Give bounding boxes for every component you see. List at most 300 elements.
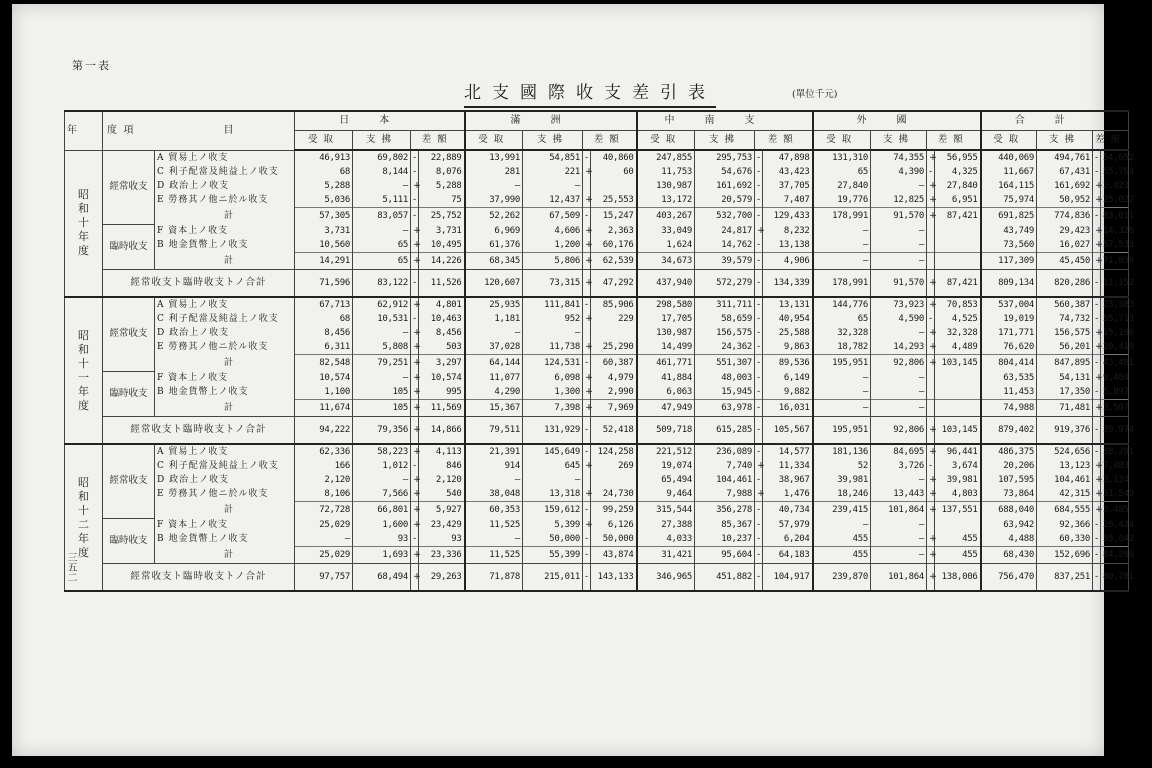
paid-cell: 83,122 xyxy=(353,270,411,298)
sign-cell: - xyxy=(583,532,591,547)
received-cell: 178,991 xyxy=(813,270,871,298)
sign-cell: + xyxy=(583,371,591,385)
balance-cell: 143,133 xyxy=(591,564,637,592)
received-cell: 25,029 xyxy=(295,547,353,564)
paid-cell: 58,659 xyxy=(695,312,755,326)
received-cell: 17,705 xyxy=(637,312,695,326)
paid-cell: — xyxy=(871,326,927,340)
sign-cell: + xyxy=(1093,224,1101,238)
sign-cell: + xyxy=(1093,253,1101,270)
paid-cell: 311,711 xyxy=(695,297,755,312)
paid-cell: — xyxy=(353,224,411,238)
group-label: 臨時收支 xyxy=(103,518,155,564)
paid-cell: 774,836 xyxy=(1037,208,1093,225)
item-label: 計 xyxy=(155,355,295,372)
paid-cell: 356,278 xyxy=(695,502,755,519)
paid-cell: 645 xyxy=(523,459,583,473)
sign-cell: + xyxy=(411,179,419,193)
received-cell: 8,106 xyxy=(295,487,353,502)
balance-cell: 84,266 xyxy=(1101,547,1129,564)
paid-cell: 4,590 xyxy=(871,312,927,326)
paid-cell: 12,825 xyxy=(871,193,927,208)
sign-cell xyxy=(927,224,935,238)
received-cell: — xyxy=(295,532,353,547)
sign-cell: - xyxy=(755,179,763,193)
sign-cell: + xyxy=(411,340,419,355)
balance-cell: 23,336 xyxy=(419,547,465,564)
balance-cell: 39,974 xyxy=(1101,417,1129,445)
paid-cell: 159,612 xyxy=(523,502,583,519)
received-cell: 756,470 xyxy=(981,564,1037,592)
balance-cell: 995 xyxy=(419,385,465,400)
received-cell: 6,063 xyxy=(637,385,695,400)
table-row xyxy=(65,179,1129,193)
header-region: 滿洲 xyxy=(465,111,637,131)
sign-cell: - xyxy=(1093,547,1101,564)
paid-cell: — xyxy=(871,253,927,270)
received-cell: 47,949 xyxy=(637,400,695,417)
table-row xyxy=(65,400,1129,417)
balance-cell: 60,387 xyxy=(591,355,637,372)
received-cell: 34,673 xyxy=(637,253,695,270)
item-label: E 勞務其ノ他ニ於ル收支 xyxy=(155,340,295,355)
received-cell: 130,987 xyxy=(637,179,695,193)
balance-cell: 14,226 xyxy=(419,253,465,270)
sign-cell: - xyxy=(755,518,763,532)
received-cell: 82,548 xyxy=(295,355,353,372)
balance-cell: 8,456 xyxy=(419,326,465,340)
received-cell: 688,040 xyxy=(981,502,1037,519)
sign-cell: - xyxy=(755,165,763,179)
sign-cell: + xyxy=(583,238,591,253)
sign-cell: + xyxy=(583,193,591,208)
item-label: B 地金貨幣上ノ收支 xyxy=(155,385,295,400)
received-cell: 879,402 xyxy=(981,417,1037,445)
balance-cell: 29,263 xyxy=(419,564,465,592)
paid-cell: 93 xyxy=(353,532,411,547)
received-cell: 19,776 xyxy=(813,193,871,208)
paid-cell: 65 xyxy=(353,253,411,270)
paid-cell: 42,315 xyxy=(1037,487,1093,502)
received-cell: — xyxy=(465,326,523,340)
paid-cell: 91,570 xyxy=(871,208,927,225)
received-cell: — xyxy=(813,238,871,253)
balance-cell: 8,232 xyxy=(763,224,813,238)
received-cell: 73,560 xyxy=(981,238,1037,253)
balance-cell: 20,419 xyxy=(1101,340,1129,355)
paid-cell: — xyxy=(353,371,411,385)
sign-cell: - xyxy=(755,564,763,592)
balance-cell: 2,423 xyxy=(1101,179,1129,193)
header-subcol: 支拂 xyxy=(871,131,927,151)
sign-cell: - xyxy=(1093,518,1101,532)
unit-note: (單位千元) xyxy=(792,89,838,100)
paid-cell: 101,864 xyxy=(871,502,927,519)
balance-cell: 13,131 xyxy=(763,297,813,312)
paid-cell: 7,566 xyxy=(353,487,411,502)
balance-cell: 54,692 xyxy=(1101,150,1129,165)
balance-cell: 103,145 xyxy=(935,355,981,372)
balance-cell: 40,860 xyxy=(591,150,637,165)
sign-cell: - xyxy=(755,502,763,519)
balance-cell: 93 xyxy=(419,532,465,547)
sign-cell: - xyxy=(755,385,763,400)
received-cell: 117,309 xyxy=(981,253,1037,270)
received-cell: — xyxy=(813,224,871,238)
header-subcol: 支拂 xyxy=(695,131,755,151)
header-item: 項 目 xyxy=(103,111,295,150)
balance-cell: 4,525 xyxy=(935,312,981,326)
paid-cell: 560,387 xyxy=(1037,297,1093,312)
paid-cell: 45,450 xyxy=(1037,253,1093,270)
received-cell: 68 xyxy=(295,312,353,326)
table-row xyxy=(65,547,1129,564)
received-cell: 1,100 xyxy=(295,385,353,400)
sign-cell: + xyxy=(411,564,419,592)
balance-cell: 38,967 xyxy=(763,473,813,487)
paid-cell: 54,131 xyxy=(1037,371,1093,385)
table-label: 第一表 xyxy=(72,59,111,72)
balance-cell xyxy=(935,371,981,385)
sign-cell: + xyxy=(927,340,935,355)
received-cell: 65,494 xyxy=(637,473,695,487)
paid-cell: 145,649 xyxy=(523,444,583,459)
received-cell: 281 xyxy=(465,165,523,179)
balance-cell: 455 xyxy=(935,532,981,547)
sign-cell: + xyxy=(755,224,763,238)
paid-cell: 74,732 xyxy=(1037,312,1093,326)
total-row xyxy=(65,270,1129,298)
paid-cell: 161,692 xyxy=(1037,179,1093,193)
received-cell: 486,375 xyxy=(981,444,1037,459)
paid-cell: 14,293 xyxy=(871,340,927,355)
balance-cell: 87,421 xyxy=(935,208,981,225)
sign-cell: - xyxy=(583,208,591,225)
table-row xyxy=(65,355,1129,372)
table-row xyxy=(65,473,1129,487)
received-cell: 455 xyxy=(813,547,871,564)
balance-cell: 55,842 xyxy=(1101,532,1129,547)
paid-cell: 7,988 xyxy=(695,487,755,502)
received-cell: 120,607 xyxy=(465,270,523,298)
group-label: 臨時收支 xyxy=(103,371,155,417)
paid-cell: 4,390 xyxy=(871,165,927,179)
sign-cell: + xyxy=(411,518,419,532)
balance-cell: 5,927 xyxy=(419,502,465,519)
balance-cell xyxy=(591,473,637,487)
paid-cell: 73,315 xyxy=(523,270,583,298)
received-cell: 64,144 xyxy=(465,355,523,372)
paid-cell: 17,350 xyxy=(1037,385,1093,400)
sign-cell: - xyxy=(755,253,763,270)
table-row xyxy=(65,326,1129,340)
header-subcol: 受取 xyxy=(981,131,1037,151)
balance-cell: 47,292 xyxy=(591,270,637,298)
paid-cell: 5,808 xyxy=(353,340,411,355)
sign-cell: + xyxy=(411,297,419,312)
received-cell: 67,713 xyxy=(295,297,353,312)
received-cell: 37,990 xyxy=(465,193,523,208)
paid-cell: 161,692 xyxy=(695,179,755,193)
paid-cell: 152,696 xyxy=(1037,547,1093,564)
paid-cell: 24,362 xyxy=(695,340,755,355)
balance-cell xyxy=(591,179,637,193)
paid-cell: 131,929 xyxy=(523,417,583,445)
page-title: 北支國際收支差引表 xyxy=(464,78,716,108)
balance-cell: 137,551 xyxy=(935,502,981,519)
balance-cell: 60 xyxy=(591,165,637,179)
received-cell: 32,328 xyxy=(813,326,871,340)
received-cell: — xyxy=(813,400,871,417)
item-label: E 勞務其ノ他ニ於ル收支 xyxy=(155,193,295,208)
paid-cell: 7,740 xyxy=(695,459,755,473)
paid-cell: 54,851 xyxy=(523,150,583,165)
sign-cell: - xyxy=(755,532,763,547)
received-cell: 455 xyxy=(813,532,871,547)
received-cell: 144,776 xyxy=(813,297,871,312)
balance-cell: 4,489 xyxy=(935,340,981,355)
sign-cell: - xyxy=(411,165,419,179)
sign-cell: + xyxy=(755,459,763,473)
group-label: 經常收支 xyxy=(103,297,155,371)
paid-cell: 79,356 xyxy=(353,417,411,445)
balance-cell: 134,339 xyxy=(763,270,813,298)
received-cell: 13,991 xyxy=(465,150,523,165)
balance-cell: 5,897 xyxy=(1101,385,1129,400)
balance-cell: 52,418 xyxy=(591,417,637,445)
sign-cell: + xyxy=(411,417,419,445)
received-cell: 461,771 xyxy=(637,355,695,372)
balance-cell: 11,569 xyxy=(419,400,465,417)
received-cell: 11,674 xyxy=(295,400,353,417)
balance-cell: 56,955 xyxy=(935,150,981,165)
sign-cell: - xyxy=(1093,417,1101,445)
balance-cell: 2,120 xyxy=(419,473,465,487)
balance-cell: 24,730 xyxy=(591,487,637,502)
received-cell: 298,580 xyxy=(637,297,695,312)
received-cell: 809,134 xyxy=(981,270,1037,298)
received-cell: 5,036 xyxy=(295,193,353,208)
balance-cell: 6,951 xyxy=(935,193,981,208)
paid-cell: 58,223 xyxy=(353,444,411,459)
year-label: 昭 和 十 二 年 度 xyxy=(65,444,103,591)
paid-cell: 91,570 xyxy=(871,270,927,298)
sign-cell: + xyxy=(583,340,591,355)
paid-cell: 156,575 xyxy=(695,326,755,340)
total-label: 經常收支ト臨時收支トノ合計 xyxy=(103,564,295,592)
paid-cell: 92,806 xyxy=(871,417,927,445)
sign-cell: + xyxy=(411,502,419,519)
sign-cell: - xyxy=(755,444,763,459)
sign-cell: - xyxy=(411,193,419,208)
sign-cell: + xyxy=(927,355,935,372)
balance-cell: 75 xyxy=(419,193,465,208)
received-cell: 2,120 xyxy=(295,473,353,487)
balance-cell: 14,326 xyxy=(1101,224,1129,238)
balance-cell: 25,752 xyxy=(419,208,465,225)
paid-cell: — xyxy=(523,326,583,340)
balance-cell: 39,981 xyxy=(935,473,981,487)
received-cell: 181,136 xyxy=(813,444,871,459)
received-cell: — xyxy=(465,179,523,193)
sign-cell: - xyxy=(755,270,763,298)
paid-cell: 69,802 xyxy=(353,150,411,165)
table-row xyxy=(65,253,1129,270)
balance-cell: 9,863 xyxy=(763,340,813,355)
balance-cell: 6,204 xyxy=(763,532,813,547)
received-cell: 691,825 xyxy=(981,208,1037,225)
item-label: D 政治上ノ收支 xyxy=(155,179,295,193)
sign-cell: - xyxy=(755,473,763,487)
sign-cell xyxy=(583,326,591,340)
paid-cell: 532,700 xyxy=(695,208,755,225)
paid-cell: — xyxy=(871,473,927,487)
received-cell: 41,884 xyxy=(637,371,695,385)
received-cell: 6,311 xyxy=(295,340,353,355)
balance-cell: 38,281 xyxy=(1101,444,1129,459)
received-cell: 68,430 xyxy=(981,547,1037,564)
sign-cell: - xyxy=(411,532,419,547)
paid-cell: 20,579 xyxy=(695,193,755,208)
received-cell: 21,391 xyxy=(465,444,523,459)
received-cell: 13,172 xyxy=(637,193,695,208)
paid-cell: 8,144 xyxy=(353,165,411,179)
balance-cell: 43,423 xyxy=(763,165,813,179)
item-label: A 貿易上ノ收支 xyxy=(155,444,295,459)
table-row xyxy=(65,312,1129,326)
paid-cell: 62,912 xyxy=(353,297,411,312)
balance-cell: 2,990 xyxy=(591,385,637,400)
balance-cell: 10,463 xyxy=(419,312,465,326)
balance-cell: 540 xyxy=(419,487,465,502)
balance-cell: 57,979 xyxy=(763,518,813,532)
paid-cell: 3,726 xyxy=(871,459,927,473)
balance-cell: 3,297 xyxy=(419,355,465,372)
sign-cell: + xyxy=(411,473,419,487)
paid-cell: — xyxy=(871,238,927,253)
sign-cell xyxy=(927,253,935,270)
paid-cell: 1,200 xyxy=(523,238,583,253)
paid-cell: 919,376 xyxy=(1037,417,1093,445)
balance-cell: 40,734 xyxy=(763,502,813,519)
balance-cell: 138,006 xyxy=(935,564,981,592)
paid-cell: — xyxy=(871,400,927,417)
sign-cell: + xyxy=(411,487,419,502)
received-cell: 166 xyxy=(295,459,353,473)
balance-table xyxy=(64,110,1134,592)
item-label: C 利子配當及純益上ノ收支 xyxy=(155,165,295,179)
sign-cell: + xyxy=(1093,326,1101,340)
balance-cell: 455 xyxy=(935,547,981,564)
sign-cell: - xyxy=(755,417,763,445)
sign-cell: + xyxy=(583,253,591,270)
sign-cell: - xyxy=(583,150,591,165)
paid-cell: 24,817 xyxy=(695,224,755,238)
received-cell: 171,771 xyxy=(981,326,1037,340)
sign-cell: + xyxy=(927,193,935,208)
received-cell: 43,749 xyxy=(981,224,1037,238)
received-cell: — xyxy=(465,532,523,547)
received-cell: 195,951 xyxy=(813,355,871,372)
item-label: F 資本上ノ收支 xyxy=(155,371,295,385)
item-label: 計 xyxy=(155,547,295,564)
balance-cell: 25,588 xyxy=(763,326,813,340)
received-cell: 3,731 xyxy=(295,224,353,238)
balance-cell xyxy=(935,518,981,532)
balance-cell: 11,152 xyxy=(1101,270,1129,298)
paid-cell: 16,027 xyxy=(1037,238,1093,253)
paid-cell: 104,461 xyxy=(695,473,755,487)
paid-cell: 84,695 xyxy=(871,444,927,459)
received-cell: 247,855 xyxy=(637,150,695,165)
sign-cell: - xyxy=(1093,165,1101,179)
balance-cell: 6,149 xyxy=(763,371,813,385)
paid-cell: 50,952 xyxy=(1037,193,1093,208)
sign-cell: + xyxy=(411,224,419,238)
table-row xyxy=(65,459,1129,473)
sign-cell: - xyxy=(755,371,763,385)
sign-cell xyxy=(927,385,935,400)
sign-cell: - xyxy=(411,208,419,225)
balance-cell xyxy=(935,400,981,417)
paid-cell: 85,367 xyxy=(695,518,755,532)
received-cell: 10,560 xyxy=(295,238,353,253)
balance-cell: 37,705 xyxy=(763,179,813,193)
sign-cell: - xyxy=(1093,564,1101,592)
sign-cell xyxy=(927,371,935,385)
balance-cell: 60,176 xyxy=(591,238,637,253)
balance-cell: 40,954 xyxy=(763,312,813,326)
paid-cell: — xyxy=(871,385,927,400)
balance-cell: 25,290 xyxy=(591,340,637,355)
sign-cell xyxy=(583,179,591,193)
item-label: 計 xyxy=(155,502,295,519)
table-row xyxy=(65,150,1129,165)
table-row xyxy=(65,385,1129,400)
paid-cell: 1,600 xyxy=(353,518,411,532)
sign-cell: - xyxy=(1093,532,1101,547)
year-label: 昭 和 十 年 度 xyxy=(65,150,103,297)
balance-cell: 9,882 xyxy=(763,385,813,400)
item-label: D 政治上ノ收支 xyxy=(155,473,295,487)
item-label: D 政治上ノ收支 xyxy=(155,326,295,340)
balance-cell: 10,495 xyxy=(419,238,465,253)
paid-cell: 847,895 xyxy=(1037,355,1093,372)
paid-cell: 11,738 xyxy=(523,340,583,355)
group-label: 臨時收支 xyxy=(103,224,155,270)
table-row xyxy=(65,208,1129,225)
sign-cell: - xyxy=(411,459,419,473)
received-cell: 107,595 xyxy=(981,473,1037,487)
sign-cell: - xyxy=(927,459,935,473)
balance-cell: 96,441 xyxy=(935,444,981,459)
sign-cell: - xyxy=(411,312,419,326)
sign-cell: + xyxy=(1093,400,1101,417)
paid-cell: 615,285 xyxy=(695,417,755,445)
balance-cell: 1,476 xyxy=(763,487,813,502)
received-cell: 509,718 xyxy=(637,417,695,445)
received-cell: 68,345 xyxy=(465,253,523,270)
sign-cell: + xyxy=(583,312,591,326)
balance-cell: 124,258 xyxy=(591,444,637,459)
received-cell: 33,049 xyxy=(637,224,695,238)
balance-cell: 55,764 xyxy=(1101,165,1129,179)
sign-cell: + xyxy=(927,444,935,459)
paid-cell: 451,882 xyxy=(695,564,755,592)
sign-cell: + xyxy=(1093,487,1101,502)
table-row xyxy=(65,297,1129,312)
received-cell: 60,353 xyxy=(465,502,523,519)
